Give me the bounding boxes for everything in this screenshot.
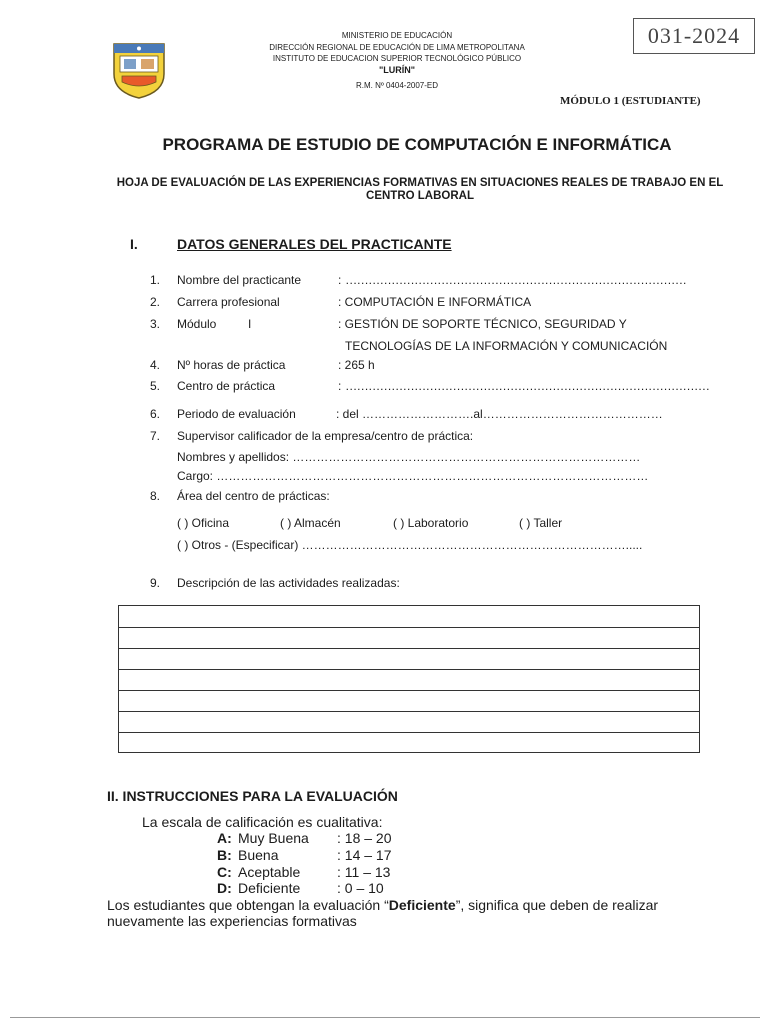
ministry-name: MINISTERIO DE EDUCACIÓN (341, 31, 453, 40)
scale-a-letter: A: (217, 830, 232, 846)
institute-name: INSTITUTO DE EDUCACION SUPERIOR TECNOLÓGICO PÚBLICO (272, 54, 522, 63)
scale-b-range: : 14 – 17 (337, 847, 392, 863)
module-value: : GESTIÓN DE SOPORTE TÉCNICO, SEGURIDAD Y (338, 317, 627, 331)
item-2-number: 2. (149, 295, 160, 309)
supervisor-position-field[interactable]: Cargo: ……………………………………………………………………………………………… (177, 469, 649, 483)
option-oficina[interactable]: ( ) Oficina (177, 516, 230, 530)
module-label: MÓDULO 1 (ESTUDIANTE) (560, 95, 701, 107)
page-bottom-rule (10, 1017, 760, 1018)
activities-description-box[interactable] (118, 605, 700, 753)
item-8-number: 8. (149, 489, 160, 503)
scale-intro: La escala de calificación es cualitativa: (142, 814, 383, 830)
student-name-field[interactable]: : ......................................................................................... (338, 273, 687, 287)
option-laboratorio[interactable]: ( ) Laboratorio (393, 516, 469, 530)
item-3-label: Módulo (177, 317, 217, 331)
scale-c-letter: C: (217, 864, 232, 880)
item-4-number: 4. (149, 358, 160, 372)
scale-b-name: Buena (238, 847, 279, 863)
item-3-number: 3. (149, 317, 160, 331)
regional-direction: DIRECCIÓN REGIONAL DE EDUCACIÓN DE LIMA METROPOLITANA (269, 43, 525, 52)
supervisor-name-field[interactable]: Nombres y apellidos: …………………………………………………………………………… (177, 450, 641, 464)
option-almacen[interactable]: ( ) Almacén (280, 516, 341, 530)
ruled-line (119, 711, 699, 712)
item-6-number: 6. (149, 407, 160, 421)
scale-c-range: : 11 – 13 (337, 864, 391, 880)
scale-d-range: : 0 – 10 (337, 880, 384, 896)
option-otros[interactable]: ( ) Otros - (Especificar) ………………………………………………………………………..... (177, 538, 643, 552)
practice-center-field[interactable]: : ............................................................................................... (338, 379, 710, 393)
item-7-number: 7. (149, 429, 160, 443)
item-1-label: Nombre del practicante (177, 273, 302, 287)
ruled-line (119, 648, 699, 649)
option-taller[interactable]: ( ) Taller (519, 516, 563, 530)
note-text-post: ”, significa que deben de realizar (455, 897, 659, 913)
document-stamp: 031-2024 (633, 18, 755, 54)
item-5-label: Centro de práctica (177, 379, 276, 393)
item-5-number: 5. (149, 379, 160, 393)
ruled-line (119, 669, 699, 670)
ruled-line (119, 627, 699, 628)
evaluation-period-field[interactable]: : del ……………………….al……………………………………… (336, 407, 663, 421)
item-1-number: 1. (149, 273, 160, 287)
item-6-label: Periodo de evaluación (177, 407, 296, 421)
document-subtitle: HOJA DE EVALUACIÓN DE LAS EXPERIENCIAS FORMATIVAS EN SITUACIONES REALES DE TRABAJO EN EL CENTRO LABORAL (116, 177, 724, 202)
section-2-title: II. INSTRUCCIONES PARA LA EVALUACIÓN (107, 788, 398, 804)
item-9-number: 9. (149, 576, 160, 590)
scale-d-letter: D: (217, 880, 232, 896)
item-2-label: Carrera profesional (177, 295, 280, 309)
module-value-line-2: TECNOLOGÍAS DE LA INFORMACIÓN Y COMUNICACIÓN (345, 339, 668, 353)
section-1-title: DATOS GENERALES DEL PRACTICANTE (177, 236, 452, 252)
scale-a-range: : 18 – 20 (337, 830, 392, 846)
institute-short-name: "LURÍN" (378, 65, 416, 75)
item-9-label: Descripción de las actividades realizadas: (177, 576, 400, 590)
note-text-bold: Deficiente (388, 897, 456, 913)
item-7-label: Supervisor calificador de la empresa/centro de práctica: (177, 429, 474, 443)
deficient-note-line-2: nuevamente las experiencias formativas (107, 913, 357, 929)
practice-hours-value: : 265 h (338, 358, 375, 372)
scale-a-name: Muy Buena (238, 830, 309, 846)
item-8-label: Área del centro de prácticas: (177, 489, 330, 503)
section-1-number: I. (130, 236, 138, 252)
scale-d-name: Deficiente (238, 880, 301, 896)
resolution-number: R.M. Nº 0404-2007-ED (355, 81, 439, 90)
career-value: : COMPUTACIÓN E INFORMÁTICA (338, 295, 532, 309)
module-number: I (248, 317, 252, 331)
document-title: PROGRAMA DE ESTUDIO DE COMPUTACIÓN E INFORMÁTICA (162, 135, 672, 154)
institute-logo (108, 38, 170, 100)
deficient-note (107, 897, 747, 913)
scale-b-letter: B: (217, 847, 232, 863)
item-4-label: Nº horas de práctica (177, 358, 286, 372)
scale-c-name: Aceptable (238, 864, 301, 880)
note-text-pre: Los estudiantes que obtengan la evaluación “ (107, 897, 389, 913)
ruled-line (119, 732, 699, 733)
ruled-line (119, 690, 699, 691)
